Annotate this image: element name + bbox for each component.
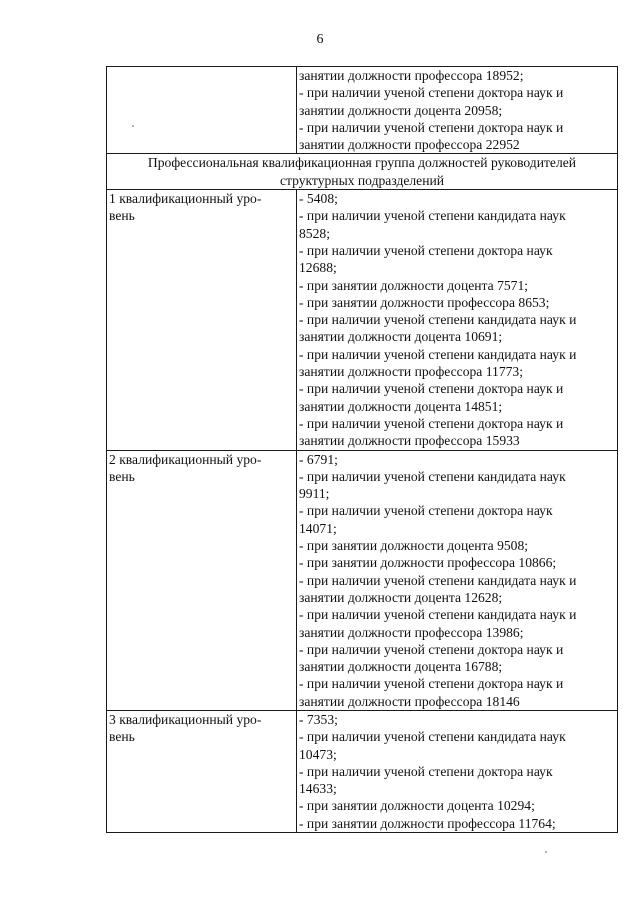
table-row-continuation — [107, 67, 618, 154]
cell-line: - при наличии ученой степени доктора наук и — [299, 415, 564, 431]
salary-table — [106, 66, 618, 833]
cell-line: - при наличии ученой степени кандидата наук — [299, 208, 566, 224]
cell-line: - при занятии должности профессора 10866; — [299, 555, 557, 571]
scan-speck — [132, 125, 134, 127]
cell-line: занятии должности профессора 22952 — [299, 137, 520, 153]
cell-line: - при занятии должности доцента 7571; — [299, 277, 529, 293]
cell-line: занятии должности профессора 13986; — [299, 624, 524, 640]
level-salary-cell — [297, 450, 618, 710]
cell-line: - при наличии ученой степени кандидата наук — [299, 729, 566, 745]
empty-cell — [107, 67, 297, 154]
cell-line: занятии должности профессора 18146 — [299, 693, 520, 709]
cell-line: 14071; — [299, 520, 337, 536]
group-header-line: Профессиональная квалификационная группа должностей руководителей — [147, 155, 577, 171]
scan-speck — [545, 851, 547, 853]
cell-line: занятии должности доцента 16788; — [299, 659, 503, 675]
cell-line: занятии должности доцента 12628; — [299, 589, 503, 605]
cell-line: - при занятии должности доцента 9508; — [299, 538, 529, 554]
level-name-cell — [107, 190, 297, 450]
cell-line: занятии должности профессора 11773; — [299, 364, 523, 380]
cell-line: - 5408; — [299, 191, 338, 207]
cell-line: - при наличии ученой степени кандидата наук — [299, 468, 566, 484]
cell-line: - при занятии должности доцента 10294; — [299, 798, 535, 814]
page-number: 6 — [316, 32, 324, 47]
level-salary-cell — [297, 190, 618, 450]
cell-line: занятии должности доцента 20958; — [299, 102, 503, 118]
cell-line: - 6791; — [299, 451, 338, 467]
group-header-cell — [107, 154, 618, 190]
level-name-line: вень — [109, 208, 135, 224]
cell-line: - при наличии ученой степени доктора наук — [299, 503, 553, 519]
cell-line: - при наличии ученой степени кандидата наук и — [299, 607, 577, 623]
cell-line: 8528; — [299, 225, 330, 241]
cell-line: - при наличии ученой степени доктора наук и — [299, 85, 564, 101]
level-name-line: 3 квалификационный уро- — [109, 711, 262, 727]
level-name-line: вень — [109, 729, 135, 745]
cell-line: занятии должности профессора 15933 — [299, 433, 520, 449]
cell-line: - при наличии ученой степени доктора наук и — [299, 676, 564, 692]
cell-line: занятии должности доцента 14851; — [299, 398, 503, 414]
cell-line: - при наличии ученой степени доктора наук — [299, 763, 553, 779]
continuation-cell — [297, 67, 618, 154]
cell-line: - при занятии должности профессора 11764; — [299, 815, 556, 831]
level-name-cell — [107, 710, 297, 832]
level-name-cell — [107, 450, 297, 710]
table-row-level-3 — [107, 710, 618, 832]
level-salary-cell — [297, 710, 618, 832]
cell-line: - при наличии ученой степени доктора наук и — [299, 641, 564, 657]
table-row-level-2 — [107, 450, 618, 710]
cell-line: - при занятии должности профессора 8653; — [299, 294, 550, 310]
level-name-line: 1 квалификационный уро- — [109, 191, 262, 207]
group-header-line: структурных подразделений — [279, 172, 445, 188]
cell-line: занятии должности доцента 10691; — [299, 329, 503, 345]
cell-line: 10473; — [299, 746, 337, 762]
cell-line: - при наличии ученой степени кандидата наук и — [299, 312, 577, 328]
cell-line: 14633; — [299, 781, 337, 797]
cell-line: - при наличии ученой степени кандидата наук и — [299, 572, 577, 588]
level-name-line: 2 квалификационный уро- — [109, 451, 262, 467]
cell-line: - при наличии ученой степени доктора наук — [299, 242, 553, 258]
table-row-level-1 — [107, 190, 618, 450]
cell-line: - при наличии ученой степени доктора наук и — [299, 119, 564, 135]
level-name-line: вень — [109, 468, 135, 484]
cell-line: - 7353; — [299, 711, 338, 727]
cell-line: - при наличии ученой степени доктора наук и — [299, 381, 564, 397]
cell-line: 12688; — [299, 260, 337, 276]
table-row-group-header — [107, 154, 618, 190]
cell-line: - при наличии ученой степени кандидата наук и — [299, 346, 577, 362]
cell-line: 9911; — [299, 486, 330, 502]
cell-line: занятии должности профессора 18952; — [299, 68, 524, 83]
